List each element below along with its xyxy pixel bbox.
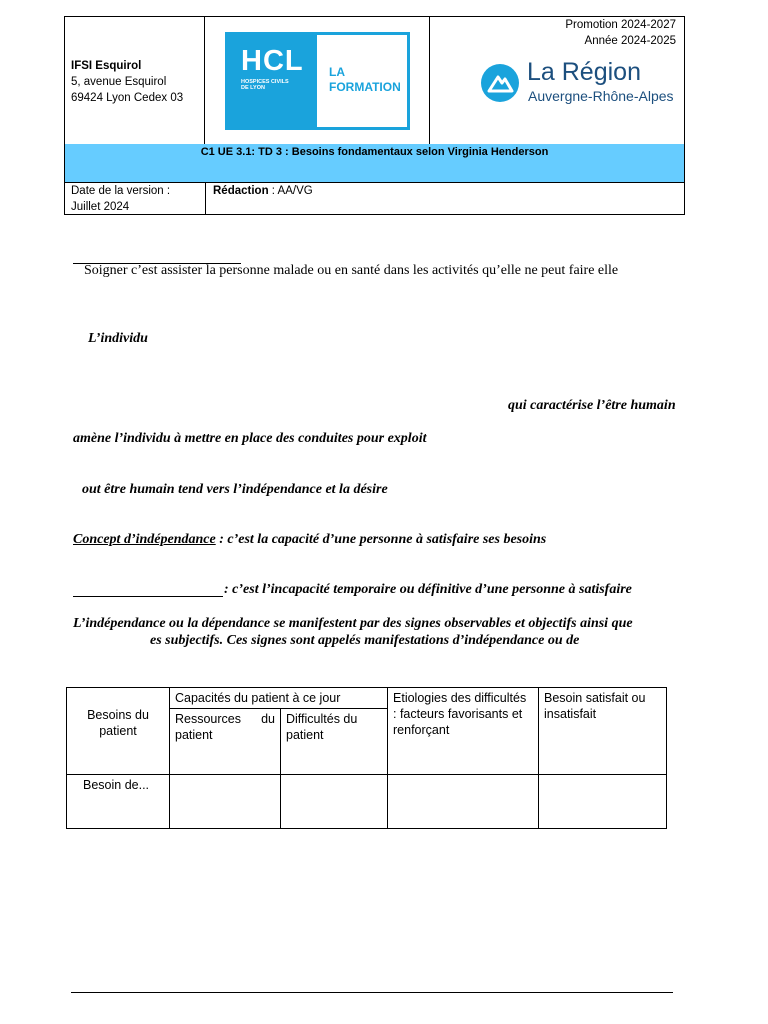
document-header [64,16,685,215]
hcl-logo-right-2: FORMATION [329,80,401,94]
institution-address-line1: 5, avenue Esquirol [71,76,167,88]
institution-address-line2: 69424 Lyon Cedex 03 [71,92,184,104]
footer-rule [71,992,673,993]
table-header-etiologies: Etiologies des difficultés : facteurs favorisants et renforçant [388,688,539,775]
version-block [71,183,170,215]
table-header-capacities: Capacités du patient à ce jour [170,688,388,709]
hcl-logo-small-2: DE LYON [241,85,265,91]
redaction-label: Rédaction [213,185,269,197]
redaction-block [213,183,313,199]
version-value: Juillet 2024 [71,201,130,213]
promotion: Promotion 2024-2027 [565,19,676,31]
hcl-logo-big: HCL [241,45,304,77]
table-cell-empty[interactable] [388,775,539,829]
version-label: Date de la version : [71,185,171,197]
independence-concept-label: Concept d’indépendance [73,532,216,547]
body-line-9: es subjectifs. Ces signes sont appelés manifestations d’indépendance ou de [150,633,580,648]
institution-block [71,58,183,106]
needs-table [66,687,667,829]
table-cell-empty[interactable] [539,775,667,829]
hcl-logo-small-1: HOSPICES CIVILS [241,79,289,85]
table-cell-need: Besoin de... [67,775,170,829]
header-divider [205,182,206,215]
region-logo [481,60,676,108]
body-line-1: Soigner c’est assister la personne malade ou en santé dans les activités qu’elle ne peut faire elle [84,263,619,278]
body-line-5: out être humain tend vers l’indépendance et la désire [82,482,388,497]
region-logo-title: La Région [527,58,641,86]
institution-name: IFSI Esquirol [71,60,142,72]
promotion-block [565,17,676,49]
blank-line [73,596,223,597]
table-header-resources: Ressources du patient [170,709,281,775]
header-divider [429,17,430,144]
document-title: C1 UE 3.1: TD 3 : Besoins fondamentaux selon Virginia Henderson [65,144,684,182]
hcl-logo-right-1: LA [329,65,345,79]
table-header-needs: Besoins du patient [67,688,170,775]
table-cell-empty[interactable] [170,775,281,829]
region-mountain-icon [481,64,519,102]
body-line-4: amène l’individu à mettre en place des conduites pour exploit [73,431,427,446]
table-header-satisfaction: Besoin satisfait ou insatisfait [539,688,667,775]
body-line-2: L’individu [88,331,148,346]
table-header-difficulties: Difficultés du patient [281,709,388,775]
body-line-8: L’indépendance ou la dépendance se manifestent par des signes observables et objectifs ainsi que [73,616,633,631]
school-year: Année 2024-2025 [584,35,676,47]
redaction-value: : AA/VG [268,185,313,197]
body-line-3: qui caractérise l’être humain [508,398,676,413]
header-divider [204,17,205,144]
hcl-logo [225,32,410,130]
table-cell-empty[interactable] [281,775,388,829]
independence-concept-definition: : c’est la capacité d’une personne à satisfaire ses besoins [215,532,547,547]
body-line-7: : c’est l’incapacité temporaire ou définitive d’une personne à satisfaire [224,582,632,597]
region-logo-subtitle: Auvergne-Rhône-Alpes [528,88,674,104]
body-line-6 [73,532,546,548]
